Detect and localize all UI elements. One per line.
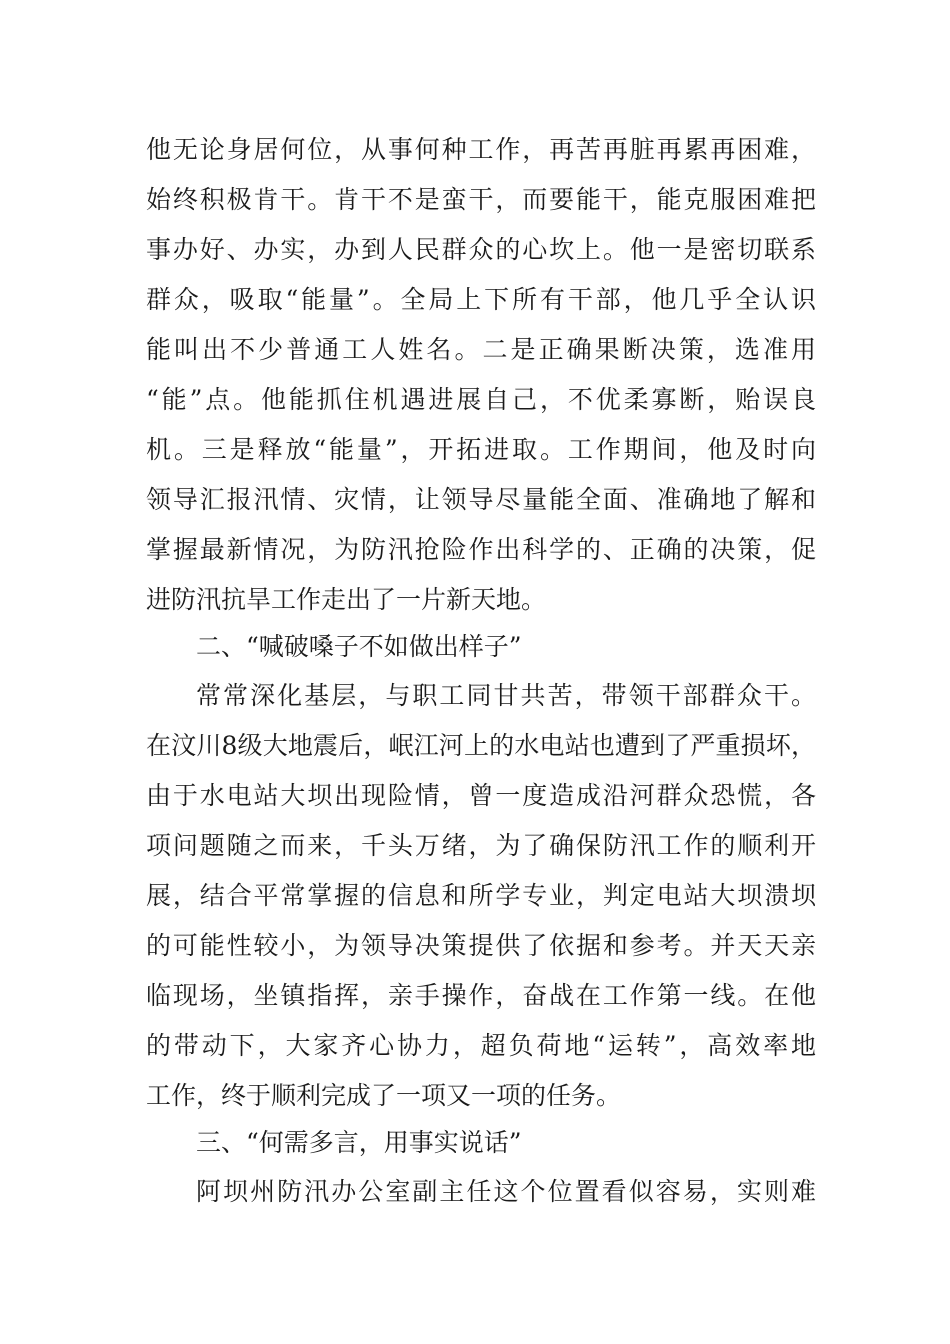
text-line-18: 临现场，坐镇指挥，亲手操作，奋战在工作第一线。在他 [146,981,816,1010]
text-line-7: 机。三是释放“能量”，开拓进取。工作期间，他及时向 [146,435,816,464]
text-line-5: 能叫出不少普通工人姓名。二是正确果断决策，选准用 [146,335,816,364]
section-heading-2: 二、“喊破嗓子不如做出样子” [196,632,522,661]
text-line-8: 领导汇报汛情、灾情，让领导尽量能全面、准确地了解和 [146,485,816,514]
text-line-12: 常常深化基层，与职工同甘共苦，带领干部群众干。 [196,681,816,710]
text-line-16: 展，结合平常掌握的信息和所学专业，判定电站大坝溃坝 [146,881,816,910]
text-line-22: 阿坝州防汛办公室副主任这个位置看似容易，实则难 [196,1177,816,1206]
text-line-19: 的带动下，大家齐心协力，超负荷地“运转”，高效率地 [146,1031,816,1060]
text-line-2: 始终积极肯干。肯干不是蛮干，而要能干，能克服困难把 [146,185,816,214]
text-line-3: 事办好、办实，办到人民群众的心坎上。他一是密切联系 [146,235,816,264]
text-line-13: 在汶川8级大地震后，岷江河上的水电站也遭到了严重损坏， [146,731,816,760]
text-line-6: “能”点。他能抓住机遇进展自己，不优柔寡断，贻误良 [146,385,816,414]
section-heading-3: 三、“何需多言，用事实说话” [196,1128,522,1157]
text-line-17: 的可能性较小，为领导决策提供了依据和参考。并天天亲 [146,931,816,960]
text-line-10: 进防汛抗旱工作走出了一片新天地。 [146,585,547,614]
text-line-4: 群众，吸取“能量”。全局上下所有干部，他几乎全认识 [146,285,816,314]
text-line-1: 他无论身居何位，从事何种工作，再苦再脏再累再困难， [146,135,816,164]
text-line-15: 项问题随之而来，千头万绪，为了确保防汛工作的顺利开 [146,831,816,860]
text-line-9: 掌握最新情况，为防汛抢险作出科学的、正确的决策，促 [146,535,816,564]
text-line-14: 由于水电站大坝出现险情，曾一度造成沿河群众恐慌，各 [146,781,816,810]
text-line-20: 工作，终于顺利完成了一项又一项的任务。 [146,1081,622,1110]
